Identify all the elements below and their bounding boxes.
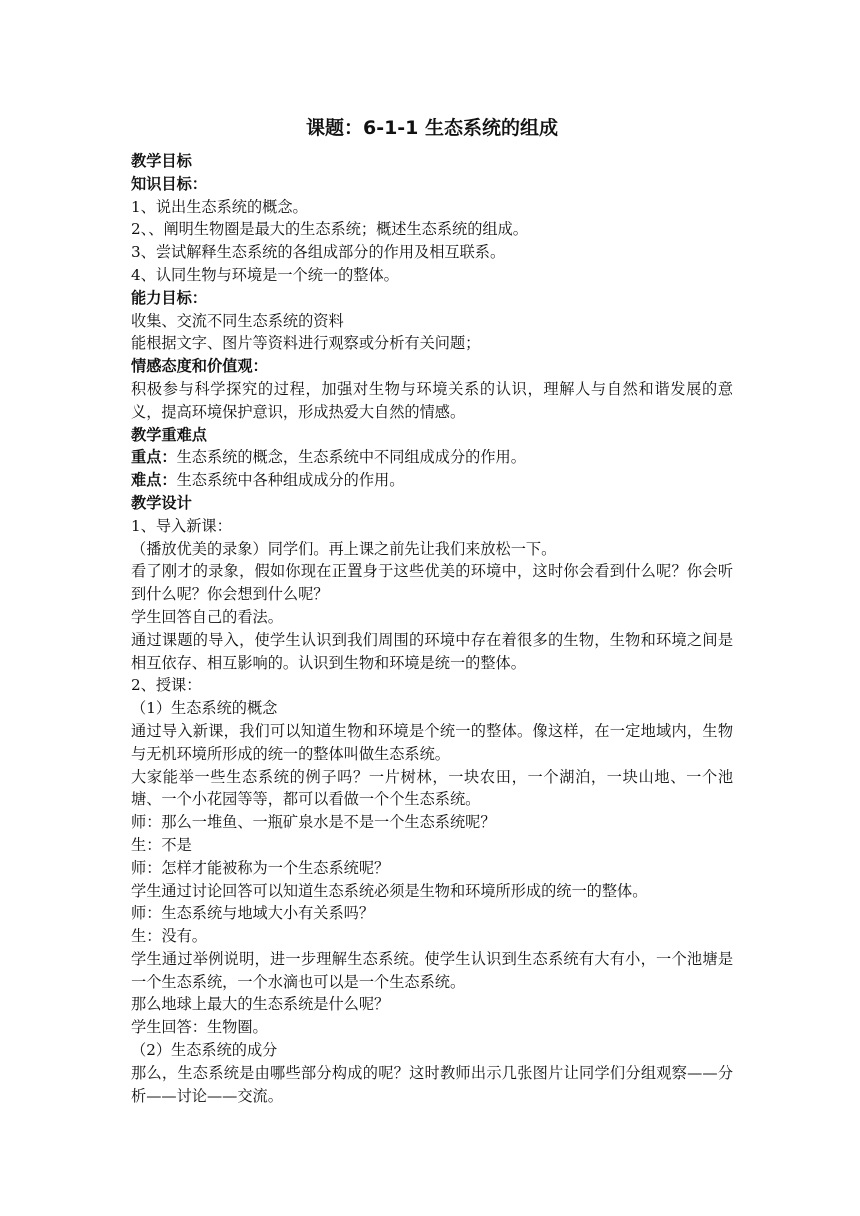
- emotion-text: 积极参与科学探究的过程，加强对生物与环境关系的认识，理解人与自然和谐发展的意义，提高环境保护意识，形成热爱大自然的情感。: [131, 379, 733, 421]
- key-text: 生态系统的概念，生态系统中不同组成成分的作用。: [176, 448, 526, 467]
- design-line: （2）生态系统的成分: [131, 1041, 278, 1060]
- design-line: 那么地球上最大的生态系统是什么呢？: [131, 995, 390, 1014]
- knowledge-item: 1、说出生态系统的概念。: [131, 197, 308, 216]
- design-line: 通过导入新课，我们可以知道生物和环境是个统一的整体。像这样，在一定地域内，生物与无机环境所形成的统一的整体叫做生态系统。: [131, 721, 733, 763]
- difficult-text: 生态系统中各种组成成分的作用。: [176, 471, 405, 490]
- knowledge-item: 2、、阐明生物圈是最大的生态系统；概述生态系统的组成。: [131, 220, 528, 239]
- key-point-line: [131, 446, 733, 469]
- design-line: 大家能举一些生态系统的例子吗？一片树林，一块农田，一个湖泊，一块山地、一个池塘、一个小花园等等，都可以看做一个个生态系统。: [131, 767, 733, 809]
- design-line: 师：生态系统与地域大小有关系吗？: [131, 904, 374, 923]
- design-line: 师：怎样才能被称为一个生态系统呢？: [131, 858, 390, 877]
- key-label: 重点：: [131, 448, 177, 467]
- difficult-point-line: [131, 469, 733, 492]
- document-page: [131, 112, 733, 1107]
- emotion-goals-heading: 情感态度和价值观：: [131, 357, 268, 376]
- design-line: 那么，生态系统是由哪些部分构成的呢？这时教师出示几张图片让同学们分组观察——分析——讨论——交流。: [131, 1063, 733, 1105]
- design-line: 生：不是: [131, 835, 192, 854]
- design-line: 2、授课：: [131, 676, 202, 695]
- knowledge-item: 3、尝试解释生态系统的各组成部分的作用及相互联系。: [131, 243, 506, 262]
- page-title: 课题：6-1-1 生态系统的组成: [305, 117, 559, 139]
- difficult-label: 难点：: [131, 471, 177, 490]
- key-points-heading: 教学重难点: [131, 425, 207, 444]
- ability-item: 能根据文字、图片等资料进行观察或分析有关问题；: [131, 334, 481, 353]
- design-line: 师：那么一堆鱼、一瓶矿泉水是不是一个生态系统呢？: [131, 813, 496, 832]
- design-line: 学生回答自己的看法。: [131, 607, 283, 626]
- design-line: 看了刚才的录象，假如你现在正置身于这些优美的环境中，这时你会看到什么呢？你会听到什么呢？你会想到什么呢？: [131, 562, 733, 604]
- teaching-goals-heading: 教学目标: [131, 152, 192, 170]
- design-line: 通过课题的导入，使学生认识到我们周围的环境中存在着很多的生物，生物和环境之间是相互依存、相互影响的。认识到生物和环境是统一的整体。: [131, 630, 733, 672]
- design-line: （1）生态系统的概念: [131, 699, 278, 718]
- design-line: （播放优美的录象）同学们。再上课之前先让我们来放松一下。: [131, 539, 557, 558]
- knowledge-item: 4、认同生物与环境是一个统一的整体。: [131, 265, 399, 284]
- design-line: 学生通过讨论回答可以知道生态系统必须是生物和环境所形成的统一的整体。: [131, 881, 648, 900]
- knowledge-goals-heading: 知识目标：: [131, 174, 207, 193]
- design-line: 学生回答：生物圈。: [131, 1018, 268, 1037]
- ability-item: 收集、交流不同生态系统的资料: [131, 311, 344, 330]
- design-line: 学生通过举例说明，进一步理解生态系统。使学生认识到生态系统有大有小，一个池塘是一个生态系统，一个水滴也可以是一个生态系统。: [131, 949, 733, 991]
- design-line: 生：没有。: [131, 927, 207, 946]
- design-heading: 教学设计: [131, 493, 192, 512]
- design-line: 1、导入新课：: [131, 516, 232, 535]
- ability-goals-heading: 能力目标：: [131, 288, 207, 307]
